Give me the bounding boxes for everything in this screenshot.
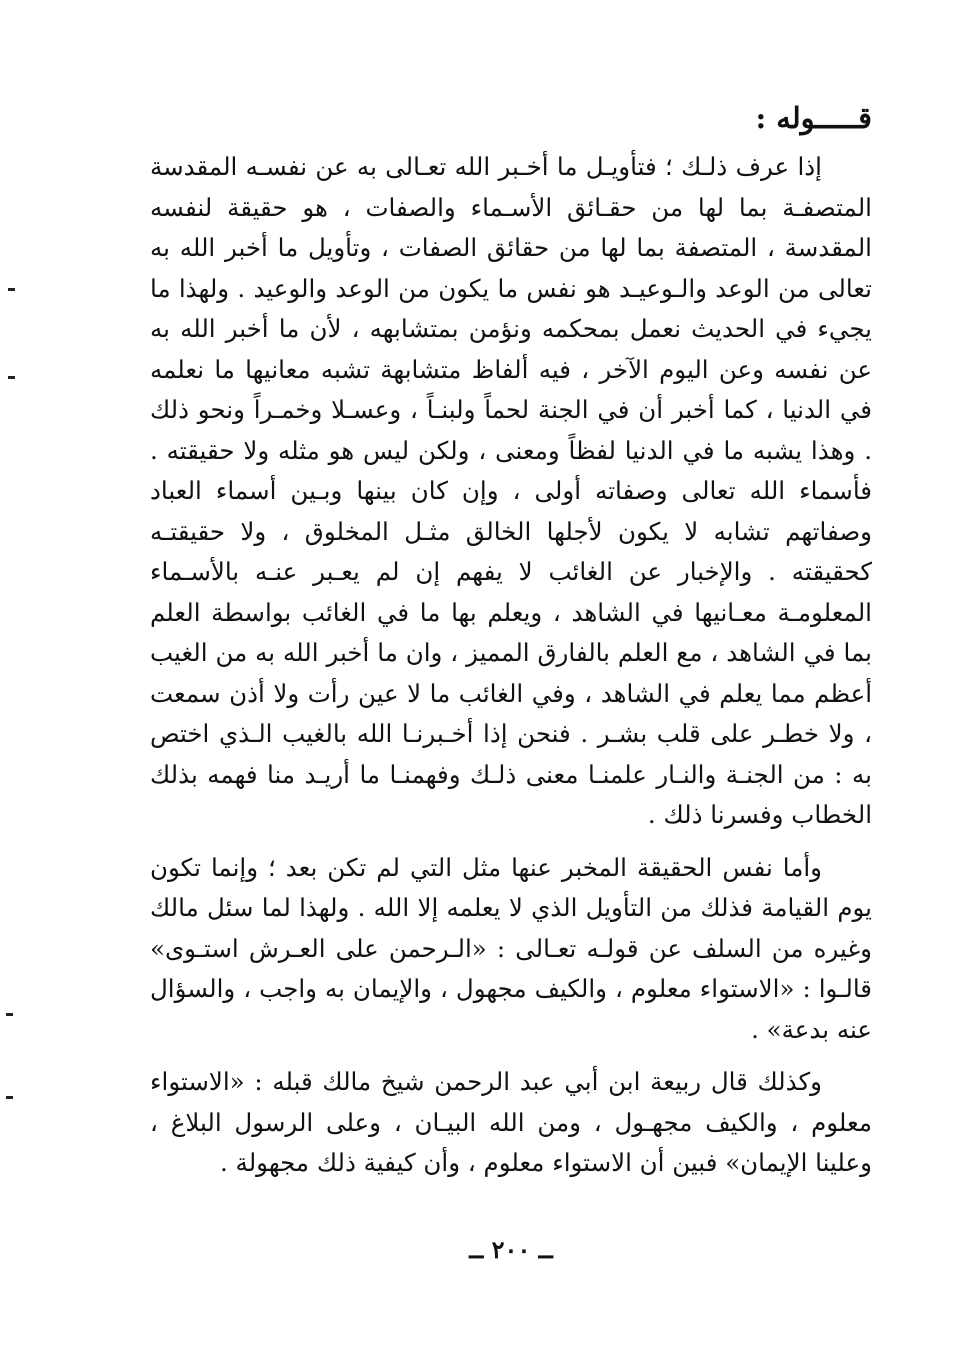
paragraph-gap [150,1050,872,1062]
page-body [150,95,872,1335]
section-heading: قـــــوله : [755,101,872,135]
margin-mark [6,1096,13,1099]
page-number: ــ ٢٠٠ ــ [469,1235,553,1264]
margin-mark [8,376,15,379]
paragraph-gap [150,836,872,848]
margin-mark [6,1013,13,1016]
paragraph-3: وكذلك قال ربيعة ابن أبي عبد الرحمن شيخ مالك قبله : «الاستواء معلوم ، والكيف مجهـول ، ومن الله البيـان ، وعلى الرسول البلاغ ، وعلينا الإيمان» فبين أن الاستواء معلوم ، وأن كيفية ذلك مجهولة . [150,1067,872,1177]
margin-mark [8,288,15,291]
paragraph-1: إذا عرف ذلـك ؛ فتأويـل ما أخـبر الله تعـالى به عن نفسـه المقدسة المتصفـة بما لها من حقـائق الأسـماء والصفات ، هو حقيقة لنفسه المقدسة ، المتصفة بما لها من حقائق الصفات ، وتأويل ما أخبر الله به تعالى من الوعد والـوعيـد هو نفس ما يكون من الوعد والوعيد . ولهذا ما يجيء في الحديث نعمل بمحكمه ونؤمن بمتشابهه ، لأن ما أخبر الله به عن نفسه وعن اليوم الآخر ، فيه ألفاظ متشابهة تشبه معانيها ما نعلمه في الدنيا ، كما أخبر أن في الجنة لحماً ولبنـاً ، وعسـلا وخمـراً ونحو ذلك . وهذا يشبه ما في الدنيا لفظاً ومعنى ، ولكن ليس هو مثله ولا حقيقته . فأسماء الله تعالى وصفاته أولى ، وإن كان بينها وبـين أسماء العباد وصفاتهم تشابه لا يكون لأجلها الخالق مثـل المخلوق ، ولا حقيقتـه كحقيقته . والإخبار عن الغائب لا يفهم إن لم يعـبر عنـه بالأسـماء المعلومـة معـانيها في الشاهد ، ويعلم بها ما في الغائب بواسطة العلم بما في الشاهد ، مع العلم بالفارق المميز ، وان ما أخبر الله به من الغيب أعظم مما يعلم في الشاهد ، وفي الغائب ما لا عين رأت ولا أذن سمعت ، ولا خطـر على قلب بشـر . فنحن إذا أخـبرنـا الله بالغيب الـذي اختص به : من الجنـة والنـار علمنـا معنى ذلـك وفهمنـا ما أريـد منا فهمه بذلك الخطاب وفسرنا ذلك . [150,152,872,829]
paragraph-2: وأما نفس الحقيقة المخبر عنها مثل التي لم تكن بعد ؛ وإنما تكون يوم القيامة فذلك من التأويل الذي لا يعلمه إلا الله . ولهذا لما سئل مالك وغيره من السلف عن قولـه تعـالى : «الـرحمن على العـرش استـوى» قالـوا : «الاستواء معلوم ، والكيف مجهول ، والإيمان به واجب ، والسؤال عنه بدعة» . [150,852,872,1044]
